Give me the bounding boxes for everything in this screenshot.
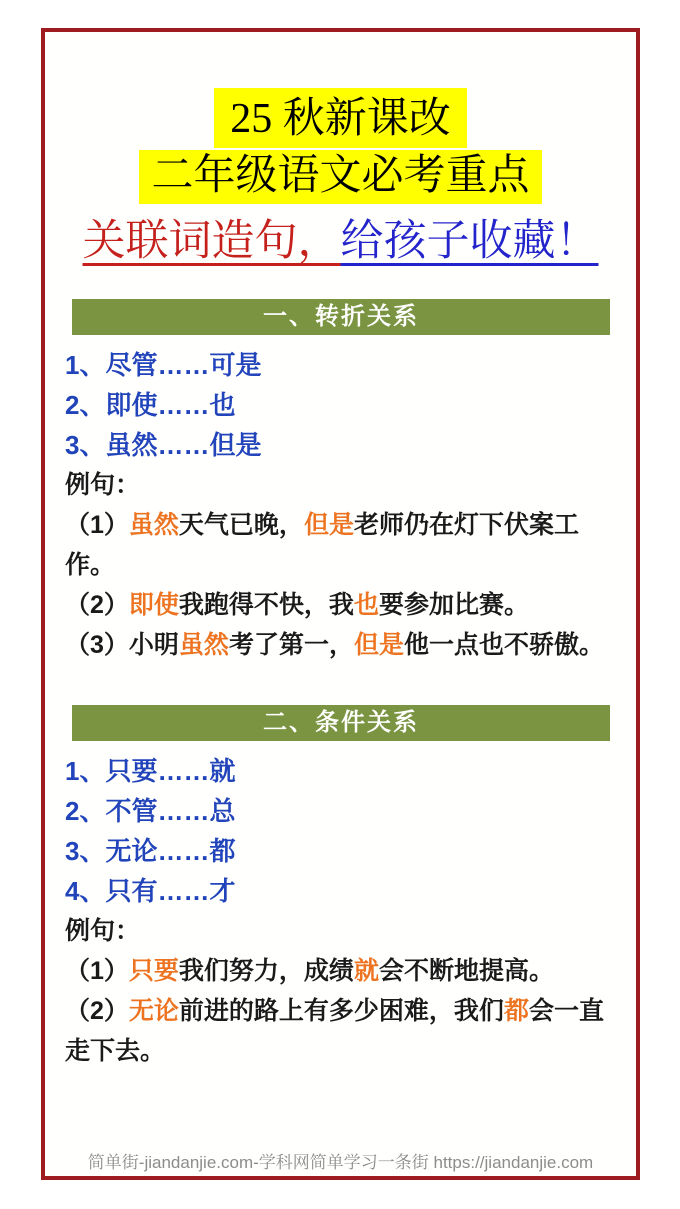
- sentence-text: （3）: [65, 631, 129, 659]
- pattern-list: [65, 345, 616, 465]
- pattern-item: 3、虽然……但是: [65, 430, 262, 460]
- title-line-2: 二年级语文必考重点: [139, 150, 541, 204]
- example-sentence-line: [65, 1031, 616, 1071]
- title-line-3-red: 关联词造句，: [82, 218, 341, 265]
- footer-credit: 简单街-jiandanjie.com-学科网简单学习一条街 https://jiandanjie.com: [87, 1153, 594, 1172]
- pattern-item: 2、不管……总: [65, 796, 236, 826]
- sentence-text: 天气已晚，: [178, 511, 304, 539]
- example-sentence-line: [65, 545, 616, 585]
- sentence-text: 我跑得不快，我: [178, 591, 354, 619]
- conjunction-highlight: 即使: [128, 591, 179, 619]
- title-line-3-blue: 给孩子收藏！: [340, 218, 599, 265]
- conjunction-highlight: 虽然: [128, 511, 179, 539]
- sentence-text: 作。: [65, 551, 116, 579]
- sentence-text: 前进的路上有多少困难，我们: [178, 997, 504, 1025]
- title-line-1: 25 秋新课改: [214, 88, 467, 148]
- example-sentence-line: [65, 991, 616, 1031]
- section-2: [65, 705, 616, 1071]
- pattern-item: 2、即使……也: [65, 390, 236, 420]
- conjunction-highlight: 也: [353, 591, 379, 619]
- section-header-bar: 一、转折关系: [72, 299, 610, 335]
- example-label: 例句：: [65, 471, 141, 499]
- sentence-text: （2）: [65, 997, 129, 1025]
- example-label: 例句：: [65, 917, 141, 945]
- pattern-item: 1、尽管……可是: [65, 350, 262, 380]
- sentence-text: 小明: [128, 631, 179, 659]
- sentence-text: 我们努力，成绩: [178, 957, 354, 985]
- conjunction-highlight: 无论: [128, 997, 179, 1025]
- example-sentence-line: [65, 585, 616, 625]
- sentence-text: 老师仍在灯下伏案工: [353, 511, 579, 539]
- sections-container: [45, 299, 636, 1071]
- conjunction-highlight: 都: [503, 997, 529, 1025]
- sentence-text: （2）: [65, 591, 129, 619]
- sentence-text: 会一直: [528, 997, 604, 1025]
- red-border-frame: [41, 28, 640, 1180]
- sentence-text: 他一点也不骄傲。: [403, 631, 604, 659]
- example-sentence-line: [65, 625, 616, 665]
- pattern-item: 4、只有……才: [65, 876, 236, 906]
- sentence-text: （1）: [65, 957, 129, 985]
- example-sentence-line: [65, 505, 616, 545]
- example-sentence-line: [65, 951, 616, 991]
- pattern-list: [65, 751, 616, 911]
- sentence-text: （1）: [65, 511, 129, 539]
- sentence-text: 会不断地提高。: [378, 957, 554, 985]
- conjunction-highlight: 只要: [128, 957, 179, 985]
- pattern-item: 1、只要……就: [65, 756, 236, 786]
- conjunction-highlight: 虽然: [178, 631, 229, 659]
- title-line-3: [45, 220, 636, 263]
- pattern-item: 3、无论……都: [65, 836, 236, 866]
- section-header-bar: 二、条件关系: [72, 705, 610, 741]
- conjunction-highlight: 就: [353, 957, 379, 985]
- sentence-text: 考了第一，: [228, 631, 354, 659]
- sentence-text: 走下去。: [65, 1037, 166, 1065]
- title-block: [45, 32, 636, 263]
- sentence-text: 要参加比赛。: [378, 591, 529, 619]
- section-1: [65, 299, 616, 665]
- conjunction-highlight: 但是: [353, 631, 404, 659]
- conjunction-highlight: 但是: [303, 511, 354, 539]
